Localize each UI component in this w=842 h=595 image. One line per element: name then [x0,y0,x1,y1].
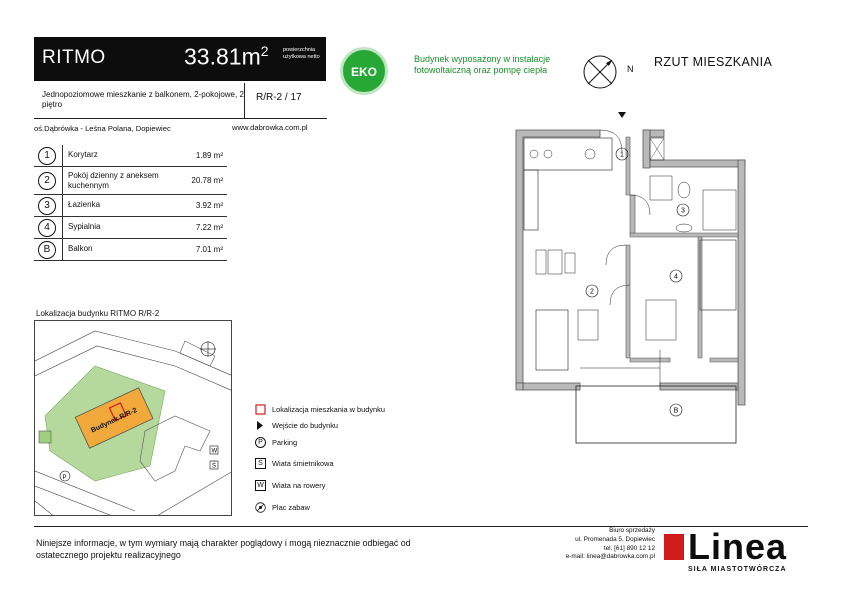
legend-label: Wiata na rowery [272,481,326,490]
compass-north-label: N [627,64,634,74]
brand-logo-square [664,534,684,560]
office-phone: tel. [61] 890 12 12 [603,544,655,552]
room-number: 1 [38,147,56,165]
room-name: Łazienka [68,200,101,209]
brand-logo [664,526,810,577]
eko-badge-label: EKO [350,65,377,79]
legend-item [255,404,405,418]
disclaimer-text: Niniejsze informacje, w tym wymiary mają charakter poglądowy i mogą nieznacznie odbiegać od ostatecznego projektu realizacyjnego [36,538,411,560]
playground-icon [255,502,266,513]
legend-label: Lokalizacja mieszkania w budynku [272,405,385,414]
apartment-description: Jednopoziomowe mieszkanie z balkonem, 2-pokojowe, 2 piętro [42,90,244,109]
waste-shelter-icon: Ś [255,458,266,469]
site-map [35,321,232,516]
entrance-arrow-icon [618,112,626,118]
header-divider [34,118,327,119]
location-map [34,320,232,516]
header-bar [34,37,326,81]
legend-label: Parking [272,438,298,447]
legend-label: Plac zabaw [272,503,310,512]
plan-label-3: 3 [681,207,685,215]
table-row [34,145,227,167]
map-bike-mark: W [211,448,218,455]
office-title: Biuro sprzedaży [609,527,655,534]
eko-badge [340,47,388,95]
apartment-area: $33.81m^2$ [184,43,269,70]
entrance-arrow-icon [255,420,266,431]
location-text: oś.Dąbrówka - Leśna Polana, Dopiewiec [34,124,171,133]
room-name: Pokój dzienny z aneksem kuchennym [68,171,159,190]
table-row [34,167,227,195]
office-email[interactable]: e-mail: linea@dabrowka.com.pl [565,553,655,561]
brand-tagline: SIŁA MIASTOTWÓRCZA [688,566,787,573]
room-area: 1.89 m² [195,151,223,160]
area-note: powierzchnia użytkowa netto [283,47,320,60]
plan-title: RZUT MIESZKANIA [654,55,773,69]
plan-label-2: 2 [590,288,594,296]
room-number: B [38,241,56,259]
table-row [34,239,227,261]
location-map-title: Lokalizacja budynku RITMO R/R-2 [36,309,160,318]
red-square-icon [255,404,266,415]
floor-plan [500,110,760,450]
eko-description: Budynek wyposażony w instalacje fotowoltaiczną oraz pompę ciepła [414,54,551,75]
office-address: ul. Promenada 5, Dopiewiec [575,535,655,543]
sales-office [520,527,655,562]
building-label: Budynek R/R-2 [90,407,139,435]
map-waste-mark: Ś [212,463,217,470]
compass-icon [580,52,624,96]
plan-label-1: 1 [620,151,624,159]
legend-label: Wiata śmietnikowa [272,459,334,468]
parking-icon: P [255,437,266,448]
room-area: 20.78 m² [191,176,223,185]
table-row [34,217,227,239]
legend-item [255,458,405,472]
room-name: Korytarz [68,150,98,159]
legend-item [255,480,405,494]
building-name: RITMO [42,47,106,68]
plan-label-b: B [673,407,679,415]
room-name: Balkon [68,244,93,253]
header-vdivider [244,83,245,118]
map-parking-mark: P [62,475,67,481]
plan-label-4: 4 [674,273,678,281]
room-area: 3.92 m² [195,201,223,210]
legend-item [255,502,405,516]
apartment-code: R/R-2 / 17 [256,92,302,103]
room-number: 2 [38,172,56,190]
table-row [34,195,227,217]
room-name: Sypialnia [68,222,101,231]
legend-label: Wejście do budynku [272,421,339,430]
rooms-table [34,145,227,261]
brand-name: Linea [688,526,788,567]
room-number: 4 [38,219,56,237]
legend-item [255,437,405,451]
room-number: 3 [38,197,56,215]
bike-shelter-icon: W [255,480,266,491]
website-link[interactable]: www.dabrowka.com.pl [232,123,308,132]
room-area: 7.01 m² [195,245,223,254]
room-area: 7.22 m² [195,223,223,232]
legend-item [255,420,405,434]
